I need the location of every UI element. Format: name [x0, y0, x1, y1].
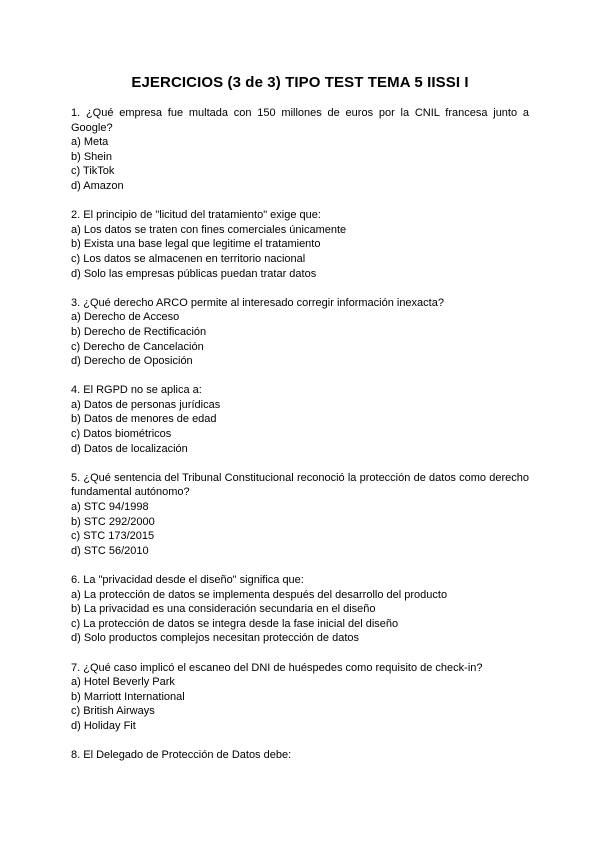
question-6 [71, 573, 529, 646]
question-5 [71, 471, 529, 559]
option-a: a) La protección de datos se implementa después del desarrollo del producto [71, 588, 448, 601]
questions-list [71, 106, 529, 777]
question-text: 8. El Delegado de Protección de Datos debe: [71, 749, 292, 762]
question-text: 1. ¿Qué empresa fue multada con 150 millones de euros por la CNIL francesa junto a Google? [71, 107, 529, 134]
option-b: b) Exista una base legal que legitime el tratamiento [71, 238, 321, 251]
option-c: c) Datos biométricos [71, 428, 172, 441]
option-d: d) Derecho de Oposición [71, 355, 193, 368]
option-c: c) La protección de datos se integra desde la fase inicial del diseño [71, 617, 399, 630]
option-a: a) Hotel Beverly Park [71, 676, 175, 689]
page-title: EJERCICIOS (3 de 3) TIPO TEST TEMA 5 IISSI I [131, 74, 469, 91]
option-b: b) Derecho de Rectificación [71, 325, 207, 338]
option-c: c) Los datos se almacenen en territorio nacional [71, 252, 306, 265]
option-b: b) La privacidad es una consideración secundaria en el diseño [71, 603, 376, 616]
question-8 [71, 748, 529, 763]
option-b: b) STC 292/2000 [71, 515, 155, 528]
option-a: a) Los datos se traten con fines comerciales únicamente [71, 223, 347, 236]
option-c: c) Derecho de Cancelación [71, 340, 204, 353]
option-a: a) STC 94/1998 [71, 501, 149, 514]
question-text: 3. ¿Qué derecho ARCO permite al interesado corregir información inexacta? [71, 296, 444, 309]
question-7 [71, 661, 529, 734]
option-b: b) Shein [71, 150, 112, 163]
option-d: d) Datos de localización [71, 442, 188, 455]
question-1 [71, 106, 529, 194]
option-a: a) Datos de personas jurídicas [71, 398, 221, 411]
question-2 [71, 208, 529, 281]
option-a: a) Meta [71, 136, 109, 149]
option-c: c) TikTok [71, 165, 115, 178]
option-d: d) Holiday Fit [71, 719, 136, 732]
question-text: 6. La "privacidad desde el diseño" significa que: [71, 574, 304, 586]
question-text: 7. ¿Qué caso implicó el escaneo del DNI de huéspedes como requisito de check-in? [71, 661, 483, 674]
option-d: d) STC 56/2010 [71, 544, 149, 557]
question-text: 5. ¿Qué sentencia del Tribunal Constitucional reconoció la protección de datos como derecho fundamental autónomo? [71, 471, 529, 499]
option-a: a) Derecho de Acceso [71, 311, 180, 324]
option-c: c) STC 173/2015 [71, 530, 155, 543]
option-b: b) Datos de menores de edad [71, 413, 217, 426]
question-text: 2. El principio de "licitud del tratamiento" exige que: [71, 209, 321, 222]
question-text: 4. El RGPD no se aplica a: [71, 384, 202, 397]
question-4 [71, 383, 529, 456]
option-b: b) Marriott International [71, 690, 185, 703]
option-d: d) Solo productos complejos necesitan protección de datos [71, 632, 360, 645]
question-3 [71, 296, 529, 369]
option-d: d) Solo las empresas públicas puedan tratar datos [71, 267, 317, 280]
option-d: d) Amazon [71, 179, 124, 192]
option-c: c) British Airways [71, 705, 155, 718]
